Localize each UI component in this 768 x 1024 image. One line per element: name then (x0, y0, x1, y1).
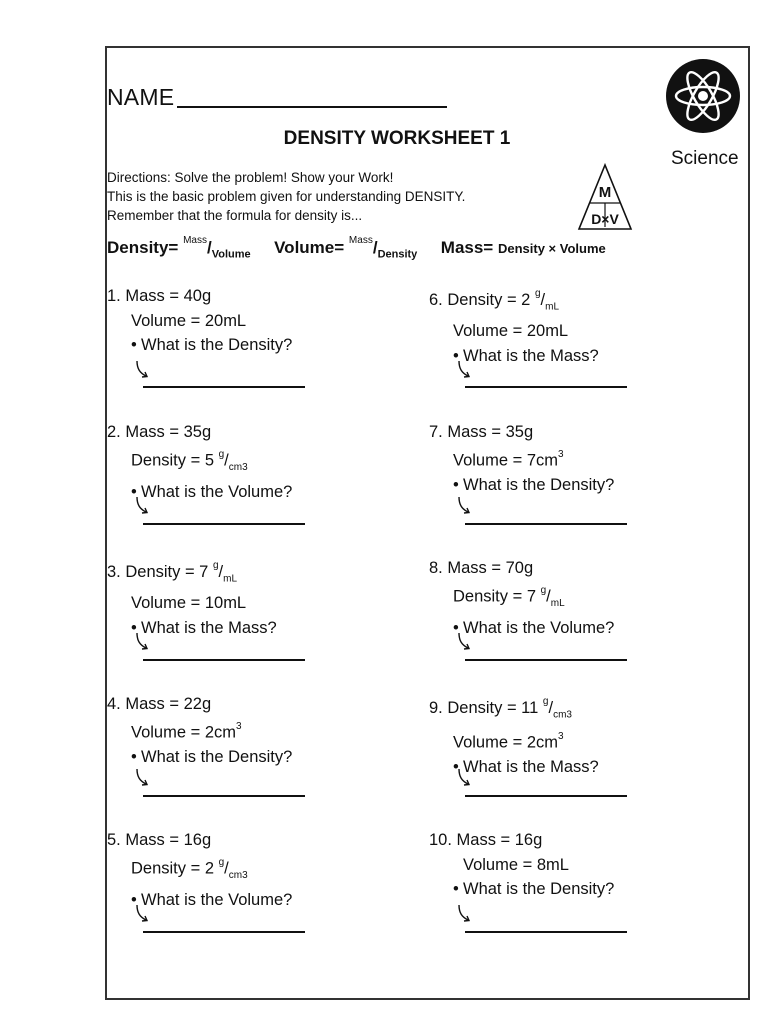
problem-number: 10. (429, 831, 452, 849)
triangle-top-text: M (598, 184, 612, 201)
worksheet-page (105, 46, 750, 1000)
arrow-down-right-icon (456, 768, 472, 788)
problem-3: 3. Density = 7 $^g/_{mL}$ Volume = 10mL • What is the Mass? (107, 556, 397, 640)
worksheet-title: DENSITY WORKSHEET 1 (283, 128, 511, 149)
problem-question: What is the Mass? (463, 758, 599, 777)
problem-given-2: Density = 2 $^g/_{cm3}$ (131, 856, 248, 881)
directions-line-3: Remember that the formula for density is... (107, 208, 363, 223)
problem-given-1: Mass = 35g (125, 423, 212, 441)
problem-given-2: Density = 5 $^g/_{cm3}$ (131, 448, 248, 473)
volume-formula-num: Mass (348, 235, 373, 247)
problem-7: 7. Mass = 35g Volume = $7cm^3$ • What is the Density? (429, 420, 719, 497)
atom-icon (665, 58, 741, 134)
problem-number: 6. (429, 290, 443, 309)
problem-question: What is the Density? (463, 475, 615, 494)
volume-formula-slash: / (372, 238, 378, 257)
answer-line-4[interactable] (143, 795, 305, 797)
arrow-down-right-icon (134, 904, 150, 924)
directions-line-2: This is the basic problem given for understanding DENSITY. (107, 189, 466, 204)
arrow-down-right-icon (134, 360, 150, 380)
answer-line-9[interactable] (465, 795, 627, 797)
arrow-down-right-icon (456, 360, 472, 380)
problem-question: What is the Density? (141, 747, 293, 766)
problem-number: 8. (429, 559, 443, 577)
problem-given-1: Mass = 16g (456, 831, 543, 849)
problem-question: What is the Density? (141, 336, 293, 354)
problem-given-2: Volume = $2cm^3$ (453, 731, 564, 752)
problem-number: 1. (107, 287, 121, 305)
answer-line-3[interactable] (143, 659, 305, 661)
density-formula-label: Density= (107, 238, 179, 257)
density-formula-den: Volume (211, 248, 251, 261)
problem-10: 10. Mass = 16g Volume = 8mL • What is the Density? (429, 828, 719, 902)
problem-2: 2. Mass = 35g Density = 5 $^g/_{cm3}$ • What is the Volume? (107, 420, 397, 504)
problem-question: What is the Volume? (141, 890, 293, 909)
density-formulas (107, 235, 606, 261)
density-triangle-icon (577, 161, 633, 233)
mass-formula-label: Mass= (440, 238, 494, 257)
answer-line-6[interactable] (465, 386, 627, 388)
problem-given-2: Density = 7 $^g/_{mL}$ (453, 584, 565, 609)
problem-given-1: Mass = 70g (447, 559, 534, 577)
problem-number: 7. (429, 423, 443, 441)
problem-number: 9. (429, 698, 443, 717)
answer-line-5[interactable] (143, 931, 305, 933)
problem-6: 6. Density = 2 $^g/_{mL}$ Volume = 20mL • What is the Mass? (429, 284, 719, 368)
problem-9: 9. Density = 11 $^g/_{cm3}$ Volume = $2cm^3$ • What is the Mass? (429, 692, 719, 780)
problem-question: What is the Volume? (141, 482, 293, 501)
triangle-bottom-text: D×V (591, 211, 619, 227)
arrow-down-right-icon (134, 496, 150, 516)
problem-1: 1. Mass = 40g Volume = 20mL • What is the Density? (107, 284, 397, 358)
problem-question: What is the Density? (463, 880, 615, 898)
name-label: NAME (107, 84, 175, 110)
answer-line-1[interactable] (143, 386, 305, 388)
mass-formula-expr: Density × Volume (497, 241, 606, 256)
directions-line-1: Directions: Solve the problem! Show your Work! (107, 170, 394, 185)
directions (107, 168, 465, 225)
problem-given-2: Volume = 20mL (453, 322, 569, 341)
density-formula-slash: / (206, 238, 212, 257)
answer-line-7[interactable] (465, 523, 627, 525)
answer-line-10[interactable] (465, 931, 627, 933)
problem-given-1: Mass = 16g (125, 831, 212, 849)
arrow-down-right-icon (456, 632, 472, 652)
logo-label: Science (671, 148, 739, 169)
problem-given-2: Volume = 20mL (131, 311, 247, 330)
arrow-down-right-icon (134, 768, 150, 788)
problem-given-1: Density = 2 $^g/_{mL}$ (447, 288, 560, 312)
problem-question: What is the Volume? (463, 618, 615, 637)
arrow-down-right-icon (456, 496, 472, 516)
volume-formula-label: Volume= (274, 238, 345, 257)
problem-8: 8. Mass = 70g Density = 7 $^g/_{mL}$ • What is the Volume? (429, 556, 719, 640)
problem-number: 4. (107, 695, 121, 713)
problem-question: What is the Mass? (141, 618, 277, 637)
problem-given-2: Volume = 8mL (463, 855, 569, 874)
volume-formula-den: Density (377, 248, 418, 261)
problem-given-1: Mass = 35g (447, 423, 534, 441)
name-field-line[interactable] (177, 106, 447, 108)
arrow-down-right-icon (456, 904, 472, 924)
arrow-down-right-icon (134, 632, 150, 652)
problem-given-1: Mass = 40g (125, 287, 212, 305)
problem-given-1: Density = 11 $^g/_{cm3}$ (447, 696, 572, 720)
problem-given-1: Density = 7 $^g/_{mL}$ (125, 560, 238, 584)
problem-given-2: Volume = $7cm^3$ (453, 448, 564, 469)
problem-number: 3. (107, 562, 121, 581)
problem-4: 4. Mass = 22g Volume = $2cm^3$ • What is the Density? (107, 692, 397, 769)
problem-number: 2. (107, 423, 121, 441)
problem-given-2: Volume = 10mL (131, 594, 247, 613)
answer-line-8[interactable] (465, 659, 627, 661)
problem-5: 5. Mass = 16g Density = 2 $^g/_{cm3}$ • What is the Volume? (107, 828, 397, 912)
answer-line-2[interactable] (143, 523, 305, 525)
problem-question: What is the Mass? (463, 346, 599, 365)
problem-number: 5. (107, 831, 121, 849)
problem-given-1: Mass = 22g (125, 695, 212, 713)
density-formula-num: Mass (183, 235, 207, 247)
problem-given-2: Volume = $2cm^3$ (131, 720, 242, 741)
